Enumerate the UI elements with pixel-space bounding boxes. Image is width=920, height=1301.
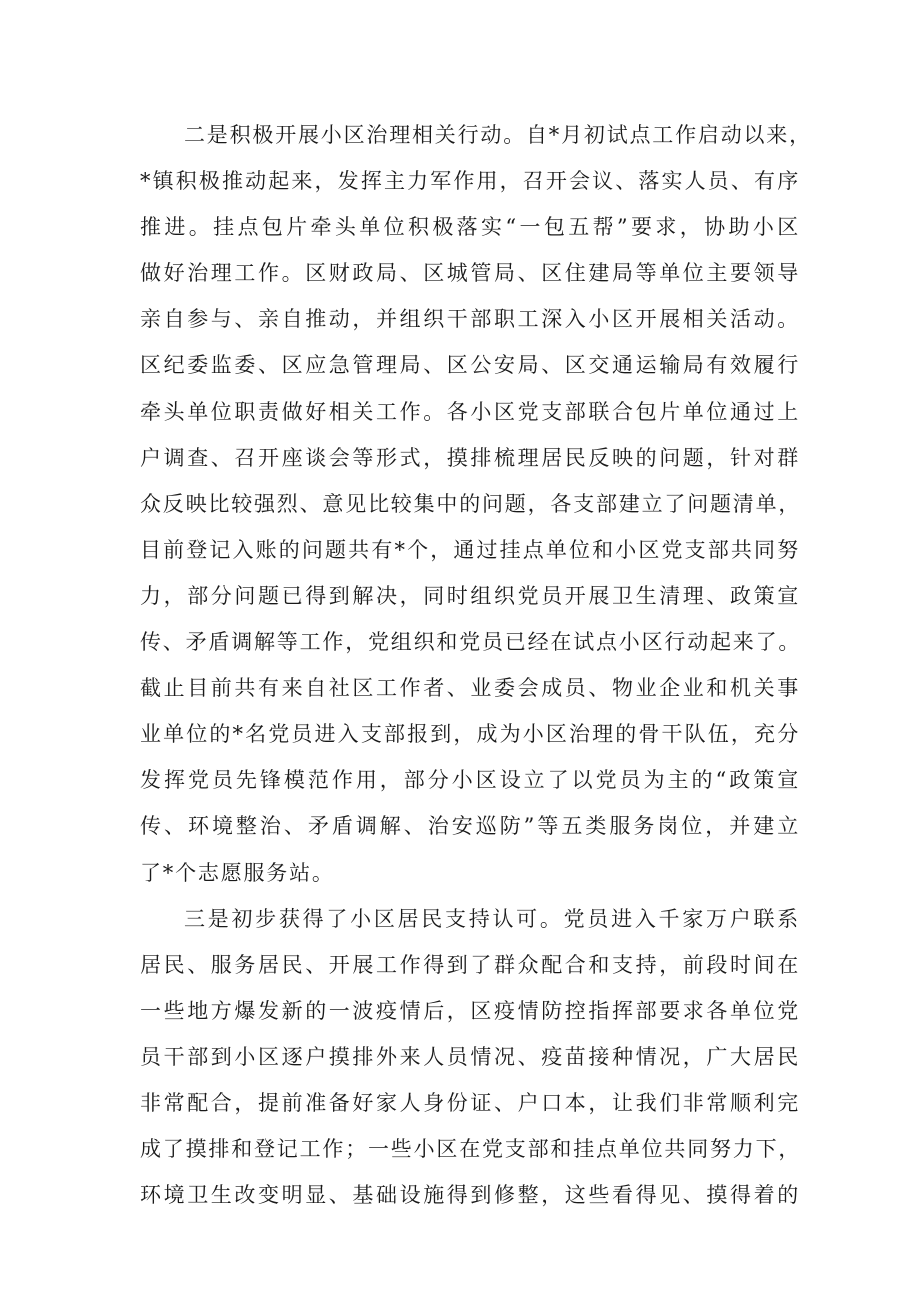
text-line: 发挥党员先锋模范作用，部分小区设立了以党员为主的“政策宣 — [140, 768, 800, 793]
text-line: 传、矛盾调解等工作，党组织和党员已经在试点小区行动起来了。 — [140, 630, 802, 655]
text-line: 员干部到小区逐户摸排外来人员情况、疫苗接种情况，广大居民 — [140, 1044, 800, 1069]
text-line: 户调查、召开座谈会等形式，摸排梳理居民反映的问题，针对群 — [140, 445, 800, 470]
text-line: 推进。挂点包片牵头单位积极落实“一包五帮”要求，协助小区 — [140, 215, 800, 240]
text-line: 二是积极开展小区治理相关行动。自*月初试点工作启动以来， — [184, 123, 812, 147]
text-line: 一些地方爆发新的一波疫情后，区疫情防控指挥部要求各单位党 — [140, 998, 800, 1023]
document-body — [140, 112, 812, 1218]
text-line: *镇积极推动起来，发挥主力军作用，召开会议、落实人员、有序 — [140, 169, 800, 194]
text-line: 目前登记入账的问题共有*个，通过挂点单位和小区党支部共同努 — [140, 537, 800, 562]
text-line: 传、环境整治、矛盾调解、治安巡防”等五类服务岗位，并建立 — [140, 814, 800, 839]
text-line: 成了摸排和登记工作；一些小区在党支部和挂点单位共同努力下， — [140, 1137, 802, 1162]
text-line: 三是初步获得了小区居民支持认可。党员进入千家万户联系 — [184, 906, 800, 931]
text-line: 做好治理工作。区财政局、区城管局、区住建局等单位主要领导 — [140, 261, 800, 286]
text-line: 区纪委监委、区应急管理局、区公安局、区交通运输局有效履行 — [140, 353, 800, 378]
text-line: 众反映比较强烈、意见比较集中的问题，各支部建立了问题清单， — [140, 491, 802, 516]
paragraph-3-support — [140, 896, 800, 1219]
text-line: 牵头单位职责做好相关工作。各小区党支部联合包片单位通过上 — [140, 399, 800, 424]
text-line: 环境卫生改变明显、基础设施得到修整，这些看得见、摸得着的 — [140, 1183, 800, 1208]
text-line: 居民、服务居民、开展工作得到了群众配合和支持，前段时间在 — [140, 952, 800, 977]
text-line: 力，部分问题已得到解决，同时组织党员开展卫生清理、政策宣 — [140, 583, 800, 608]
text-line: 非常配合，提前准备好家人身份证、户口本，让我们非常顺利完 — [140, 1090, 800, 1115]
text-line: 了*个志愿服务站。 — [140, 860, 335, 885]
text-line: 业单位的*名党员进入支部报到，成为小区治理的骨干队伍，充分 — [140, 722, 800, 747]
paragraph-2-actions — [140, 112, 812, 896]
text-line: 亲自参与、亲自推动，并组织干部职工深入小区开展相关活动。 — [140, 307, 800, 332]
text-line: 截止目前共有来自社区工作者、业委会成员、物业企业和机关事 — [140, 676, 800, 701]
